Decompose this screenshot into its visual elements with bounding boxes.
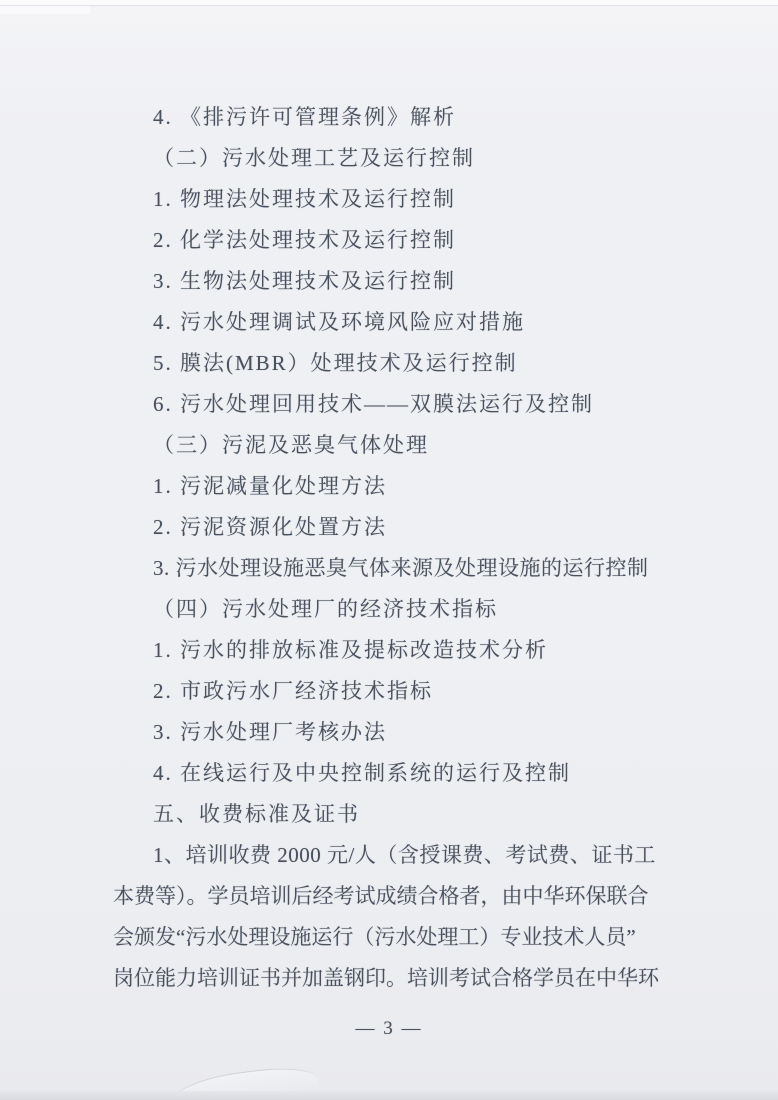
section-heading: （二）污水处理工艺及运行控制 xyxy=(153,146,475,170)
section-heading: （四）污水处理厂的经济技术指标 xyxy=(153,597,498,621)
text-line: 1. 污泥减量化处理方法 xyxy=(153,474,387,498)
text-line: 2. 污泥资源化处置方法 xyxy=(153,515,387,539)
scan-edge-top xyxy=(0,0,778,6)
section-heading: 五、收费标准及证书 xyxy=(153,802,360,826)
text-line: 1. 物理法处理技术及运行控制 xyxy=(153,187,456,211)
document-body xyxy=(113,97,673,999)
text-line: 3. 污水处理厂考核办法 xyxy=(153,720,387,744)
text-line: 3. 生物法处理技术及运行控制 xyxy=(153,269,456,293)
text-line: 6. 污水处理回用技术——双膜法运行及控制 xyxy=(153,392,594,416)
text-line: 1. 污水的排放标准及提标改造技术分析 xyxy=(153,638,548,662)
paragraph-line: 会颁发“污水处理设施运行（污水处理工）专业技术人员” xyxy=(113,925,636,949)
text-line: 2. 化学法处理技术及运行控制 xyxy=(153,228,456,252)
text-line: 4. 在线运行及中央控制系统的运行及控制 xyxy=(153,761,571,785)
text-line: 4. 污水处理调试及环境风险应对措施 xyxy=(153,310,525,334)
paragraph-line: 1、培训收费 2000 元/人（含授课费、考试费、证书工 xyxy=(153,843,656,867)
section-heading: （三）污泥及恶臭气体处理 xyxy=(153,433,429,457)
paragraph-line: 岗位能力培训证书并加盖钢印。培训考试合格学员在中华环 xyxy=(113,966,659,990)
text-line: 3. 污水处理设施恶臭气体来源及处理设施的运行控制 xyxy=(153,556,649,580)
scan-edge-bottom xyxy=(0,1091,778,1100)
text-line: 2. 市政污水厂经济技术指标 xyxy=(153,679,433,703)
page-number: — 3 — xyxy=(355,1018,423,1039)
paragraph-line: 本费等）。学员培训后经考试成绩合格者，由中华环保联合 xyxy=(113,884,649,908)
text-line: 4. 《排污许可管理条例》解析 xyxy=(153,105,456,129)
text-line: 5. 膜法(MBR）处理技术及运行控制 xyxy=(153,351,518,375)
